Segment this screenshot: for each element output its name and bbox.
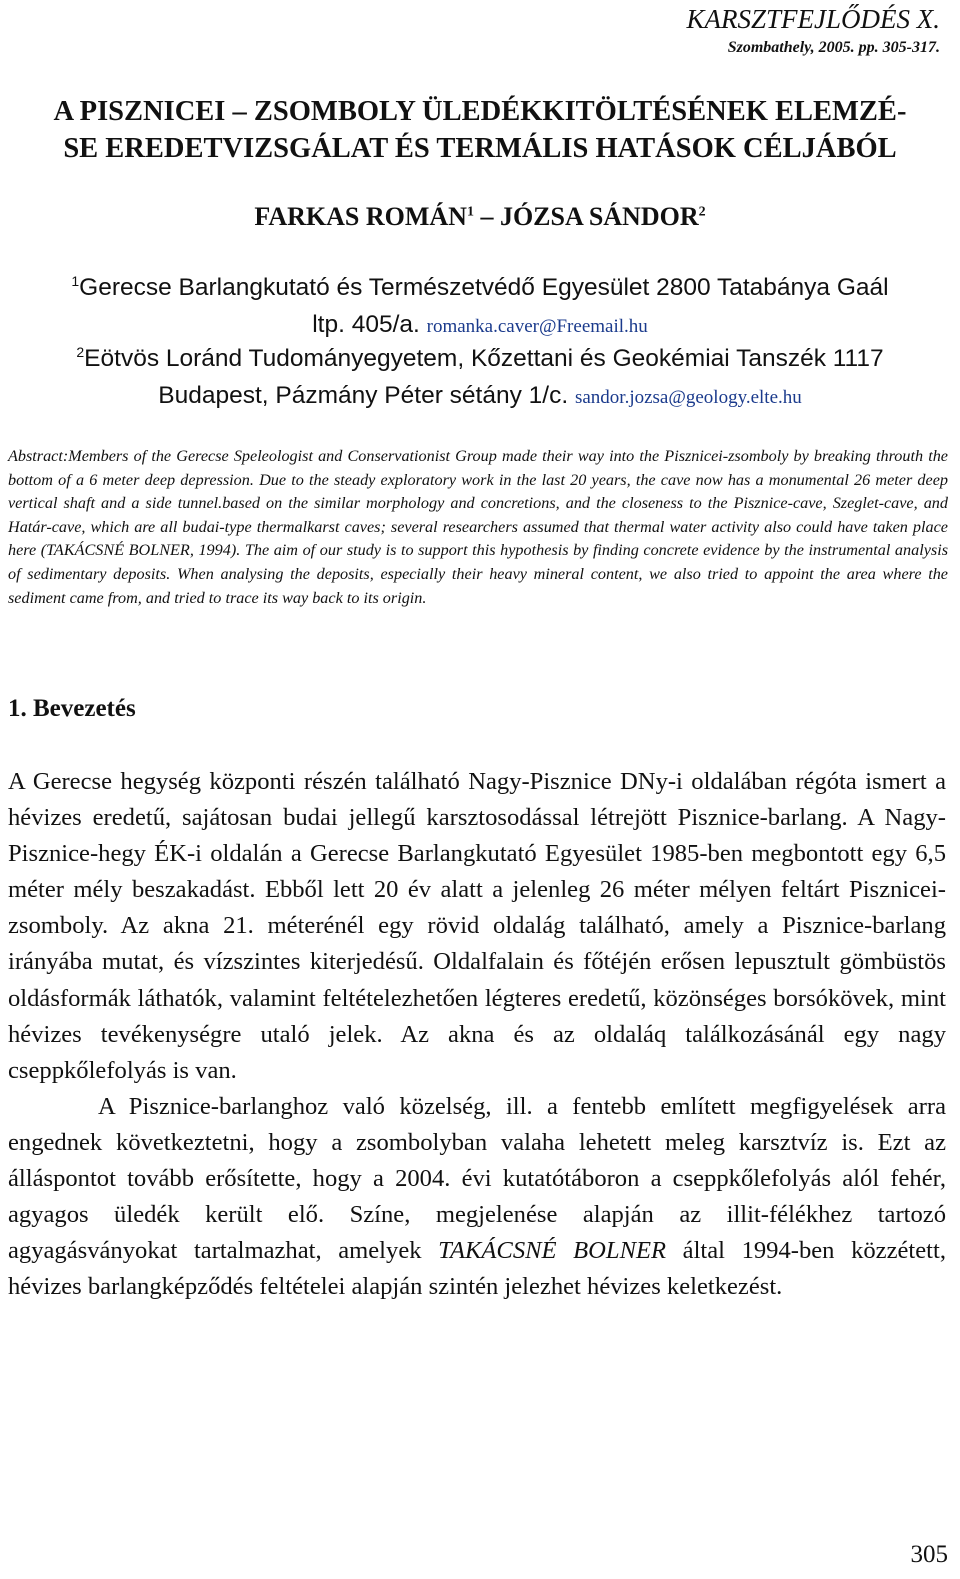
affiliation-2-line-2: Budapest, Pázmány Péter sétány 1/c. <box>158 382 575 409</box>
page-number: 305 <box>910 1541 948 1568</box>
affiliation-1-email-link[interactable]: romanka.caver@Freemail.hu <box>426 316 648 337</box>
body-paragraph-1: A Gerecse hegység központi részén található Nagy-Pisznice DNy-i oldalában régóta ismert a hévizes eredetű, sajátosan budai jellegű karsztosodással létrejött Pisznice-barlang. A Nagy-Pisznice-hegy ÉK-i oldalán a Gerecse Barlangkutató Egyesület 1985-ben megbontott egy 6,5 méter mély beszakadást. Ebből lett 20 év alatt a jelenleg 26 méter mélyen feltárt Pisznicei-zsomboly. Az akna 21. méterénél egy rövid oldalág található, amely a Pisznice-barlang irányába mutat, és vízszintes kiterjedésű. Oldalfalain és főtéjén erősen lepusztult gömbüstös oldásformák láthatók, valamint feltételezhetően légteres eredetű, közönséges borsókövek, mint hévizes tevékenységre utaló jelek. Az akna és az oldaláq találkozásánál egy nagy cseppkőlefolyás is van. <box>8 768 946 1084</box>
affiliation-1-line-2: ltp. 405/a. <box>312 311 427 338</box>
affiliation-1 <box>0 269 960 345</box>
title-line-1: A PISZNICEI – ZSOMBOLY ÜLEDÉKKITÖLTÉSÉNEK ELEMZÉ- <box>53 96 907 127</box>
paragraph-2-text-end: által 1994-ben közzétett, hévizes barlangképződés feltételei alapján szintén jelezhet hévizes keletkezést. <box>8 1237 946 1301</box>
affiliation-2 <box>0 340 960 416</box>
author-2-affiliation-mark: 2 <box>698 204 706 220</box>
citation-author: TAKÁCSNÉ BOLNER <box>438 1237 667 1265</box>
affiliation-2-mark: 2 <box>76 343 85 360</box>
paper-title <box>0 93 960 167</box>
paragraph-2-text-start: A Pisznice-barlanghoz való közelség, ill. a fentebb említett megfigyelések arra engednek következtetni, hogy a zsombolyban valaha lehetett meleg karsztvíz is. Ezt az álláspontot tovább erősítette, hogy a 2004. évi kutatótáboron a cseppkőlefolyás alól fehér, agyagos üledék került elő. Színe, megjelenése alapján az illit-félékhez tartozó agyagásványokat tartalmazhat, amelyek <box>8 1092 946 1265</box>
author-2-name: JÓZSA SÁNDOR <box>499 202 699 231</box>
affiliation-1-mark: 1 <box>71 272 80 289</box>
affiliation-2-email-link[interactable]: sandor.jozsa@geology.elte.hu <box>574 387 802 408</box>
journal-name: KARSZTFEJLŐDÉS X. <box>686 4 940 34</box>
author-1-affiliation-mark: 1 <box>466 204 474 220</box>
abstract: Abstract:Members of the Gerecse Speleologist and Conservationist Group made their way into the Pisznicei-zsomboly by breaking throuth the bottom of a 6 meter deep depression. Due to the steady exploratory work in the last 20 years, the cave now has a monumental 26 meter deep vertical shaft and a side tunnel.based on the similar morphology and concretions, and the closeness to the Pisznice-cave, Szeglet-cave, and Határ-cave, which are all budai-type thermalkarst caves; several researchers assumed that thermal water activity also could have taken place here (TAKÁCSNÉ BOLNER, 1994). The aim of our study is to support this hypothesis by finding concrete evidence by the instrumental analysis of sedimentary deposits. When analysing the deposits, especially their heavy mineral content, we also tried to appoint the area where the sediment came from, and tried to trace its way back to its origin. <box>8 447 948 607</box>
section-heading-introduction: 1. Bevezetés <box>8 695 136 722</box>
journal-header <box>687 4 941 58</box>
affiliation-2-line-1: Eötvös Loránd Tudományegyetem, Kőzettani és Geokémiai Tanszék 1117 <box>84 345 884 372</box>
author-separator: – <box>473 202 500 231</box>
body-text <box>8 764 946 1305</box>
journal-reference: Szombathely, 2005. pp. 305-317. <box>727 39 940 56</box>
title-line-2: SE EREDETVIZSGÁLAT ÉS TERMÁLIS HATÁSOK CÉLJÁBÓL <box>63 133 897 164</box>
affiliation-1-line-1: Gerecse Barlangkutató és Természetvédő Egyesület 2800 Tatabánya Gaál <box>79 274 889 301</box>
body-paragraph-2 <box>8 1089 946 1306</box>
author-1-name: FARKAS ROMÁN <box>254 202 467 231</box>
author-list <box>0 199 960 235</box>
